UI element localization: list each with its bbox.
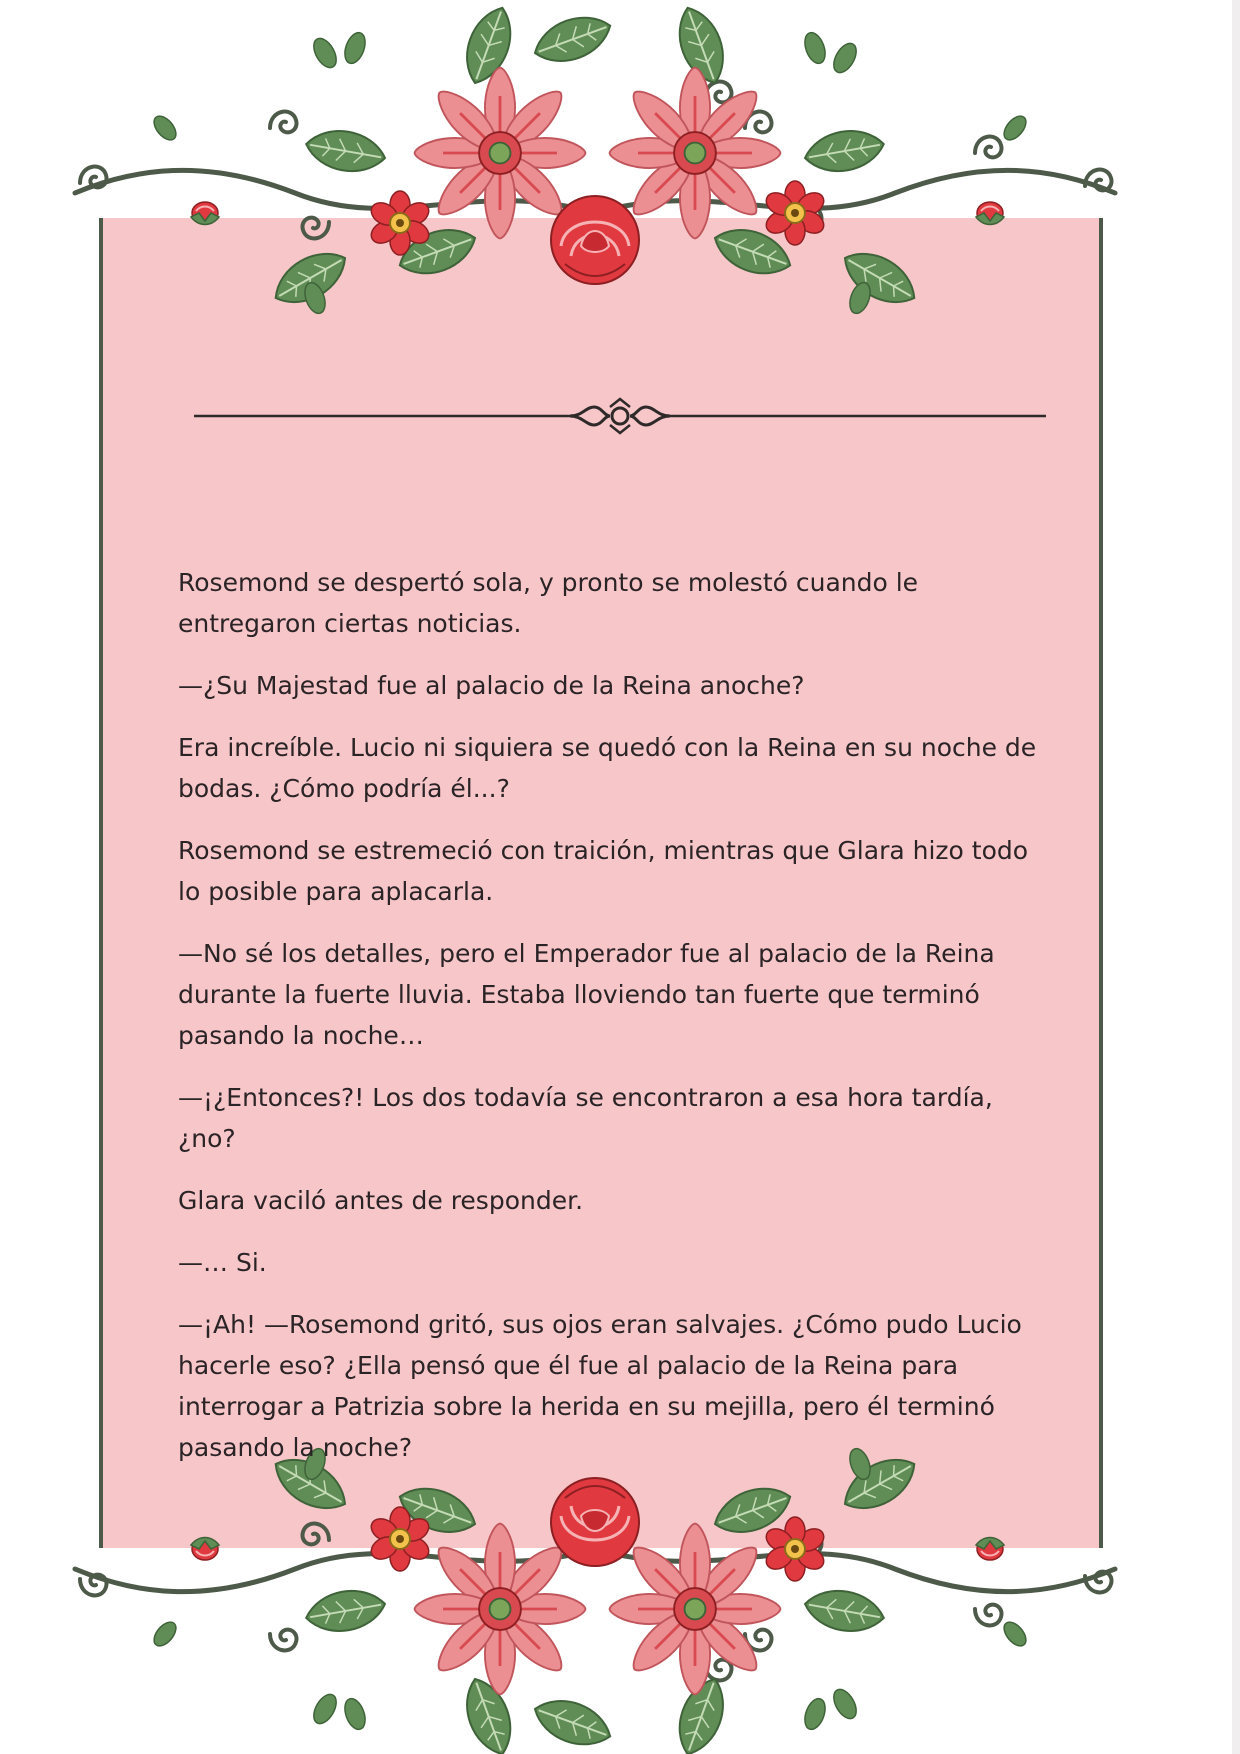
- story-text: [178, 562, 1058, 1489]
- dialogue-line: —¿Su Majestad fue al palacio de la Reina anoche?: [178, 671, 805, 700]
- dialogue-line: —¡¿Entonces?! Los dos todavía se encontraron a esa hora tardía, ¿no?: [178, 1083, 993, 1153]
- paragraph: Rosemond se estremeció con traición, mientras que Glara hizo todo lo posible para aplacarla.: [178, 836, 1029, 906]
- dialogue-line: —… Si.: [178, 1248, 267, 1277]
- paragraph: Rosemond se despertó sola, y pronto se molestó cuando le entregaron ciertas noticias.: [178, 568, 919, 638]
- scroll-divider-icon: [190, 395, 1050, 437]
- page-edge: [1232, 0, 1240, 1754]
- rose-garland-top-icon: [55, 8, 1135, 338]
- dialogue-line: —No sé los detalles, pero el Emperador fue al palacio de la Reina durante la fuerte lluvia. Estaba lloviendo tan fuerte que terminó pasando la noche…: [178, 939, 995, 1050]
- dialogue-line: —¡Ah! —Rosemond gritó, sus ojos eran salvajes. ¿Cómo pudo Lucio hacerle eso? ¿Ella pensó que él fue al palacio de la Reina para interrogar a Patrizia sobre la herida en su mejilla, pero él terminó pasando la noche?: [178, 1310, 1022, 1462]
- paragraph: Glara vaciló antes de responder.: [178, 1186, 584, 1215]
- paragraph: Era increíble. Lucio ni siquiera se quedó con la Reina en su noche de bodas. ¿Cómo podría él...?: [178, 733, 1037, 803]
